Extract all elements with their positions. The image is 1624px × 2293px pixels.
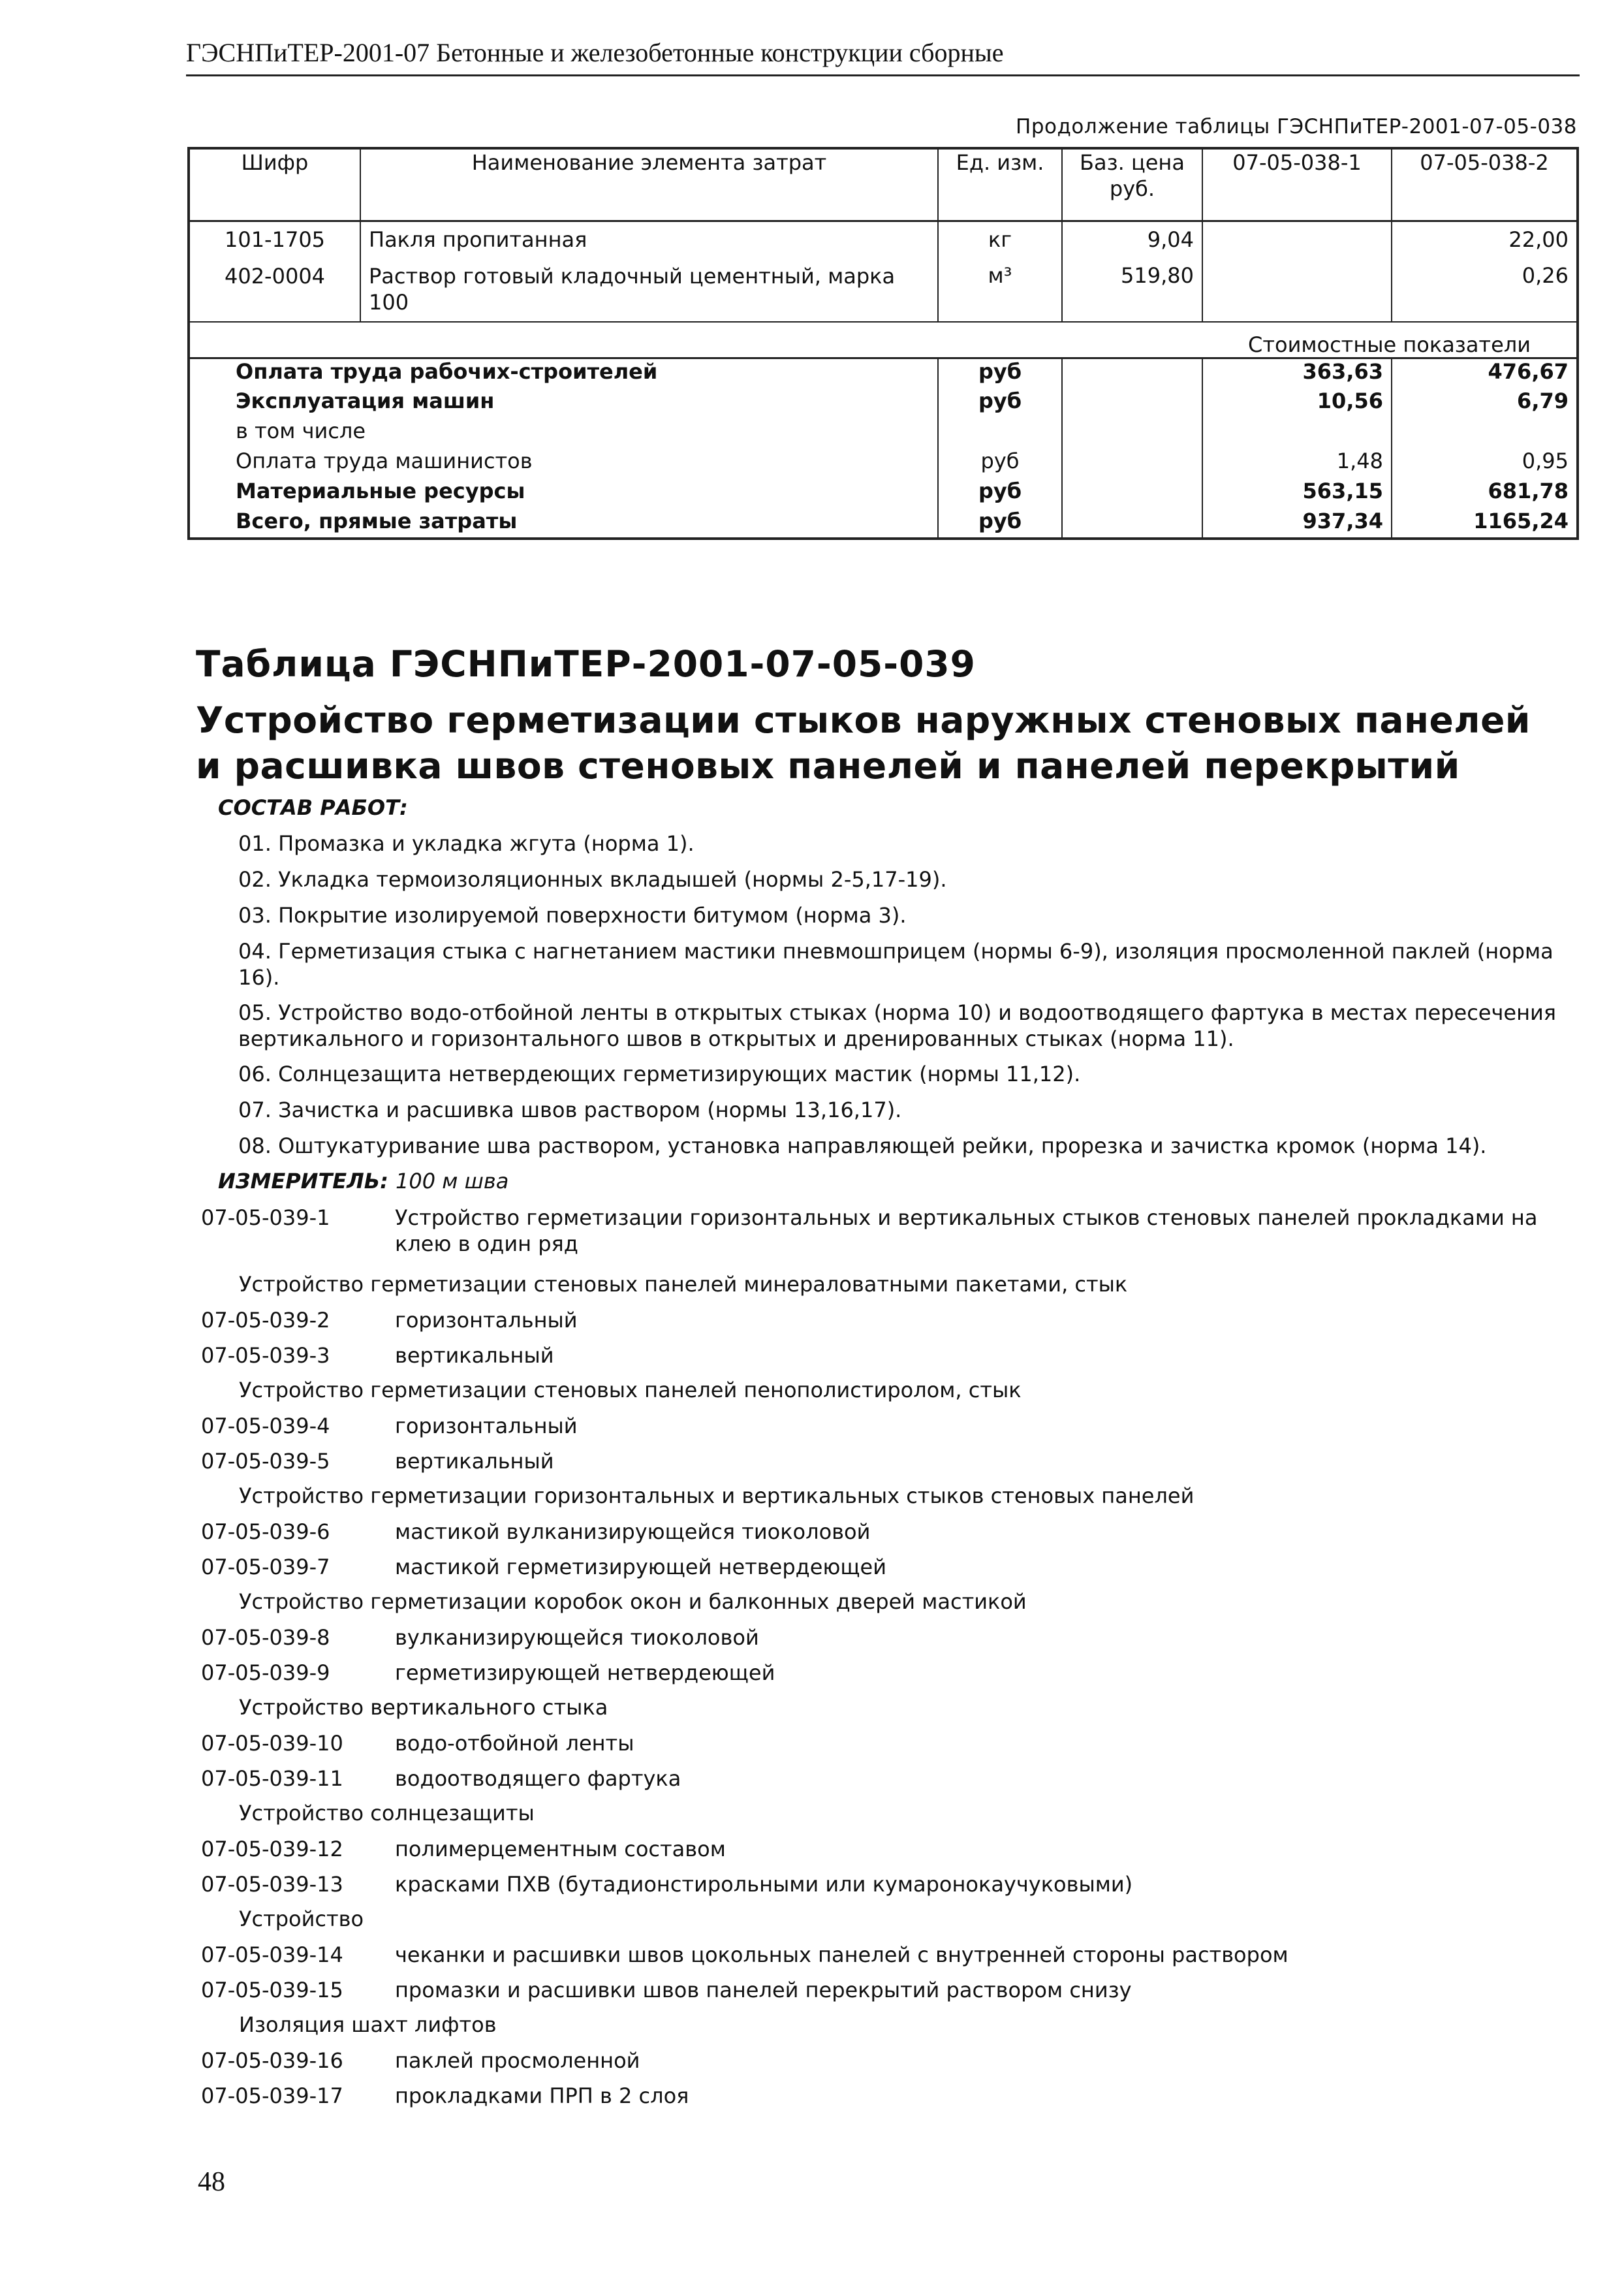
- cell-value-1: [1202, 259, 1392, 322]
- norm-text: водо-отбойной ленты: [395, 1731, 634, 1756]
- norm-text: красками ПХВ (бутадионстирольными или кумаронокаучуковыми): [395, 1872, 1133, 1897]
- cost-name: Материальные ресурсы: [236, 478, 525, 503]
- work-item: 06. Солнцезащита нетвердеющих герметизирующих мастик (нормы 11,12).: [238, 1062, 1081, 1086]
- work-item: 05. Устройство водо-отбойной ленты в открытых стыках (норма 10) и водоотводящего фартука в местах пересечения вертикального и горизонтального швов в открытых и дренированных стыках (норма 11).: [238, 1000, 1557, 1051]
- cost-value-1: 563,15: [1202, 479, 1392, 509]
- cell-unit: кг: [938, 221, 1062, 259]
- cost-unit: руб: [938, 449, 1062, 479]
- cost-value-2: [1392, 419, 1578, 449]
- cell-unit: м³: [938, 259, 1062, 322]
- cost-name: Эксплуатация машин: [236, 388, 495, 413]
- cost-row: [189, 449, 1578, 479]
- norm-text: вертикальный: [395, 1449, 554, 1474]
- norm-text: Устройство герметизации горизонтальных и вертикальных стыков стеновых панелей прокладками на клею в один ряд: [395, 1205, 1538, 1256]
- norm-text: прокладками ПРП в 2 слоя: [395, 2083, 689, 2108]
- meter-label: ИЗМЕРИТЕЛЬ:: [218, 1169, 388, 1194]
- resource-table: [187, 147, 1579, 540]
- cell-value-2: 22,00: [1392, 221, 1578, 259]
- norm-group: Устройство: [239, 1906, 364, 1931]
- norm-group: Устройство герметизации стеновых панелей минераловатными пакетами, стык: [239, 1272, 1128, 1297]
- cost-row: [189, 388, 1578, 419]
- page-number: 48: [198, 2167, 225, 2197]
- norm-code: 07-05-039-4: [201, 1414, 330, 1438]
- cost-value-2: 0,95: [1392, 449, 1578, 479]
- running-header: ГЭСНПиТЕР-2001-07 Бетонные и железобетонные конструкции сборные: [186, 34, 1580, 76]
- norm-text: вертикальный: [395, 1343, 554, 1368]
- norm-code: 07-05-039-10: [201, 1731, 343, 1756]
- norm-group: Устройство герметизации горизонтальных и вертикальных стыков стеновых панелей: [239, 1483, 1195, 1508]
- cost-value-2: 681,78: [1392, 479, 1578, 509]
- norm-code: 07-05-039-17: [201, 2083, 343, 2108]
- cell-code: 101-1705: [224, 227, 326, 252]
- work-item: 08. Оштукатуривание шва раствором, установка направляющей рейки, прорезка и зачистка кромок (норма 14).: [238, 1133, 1487, 1158]
- work-item: 03. Покрытие изолируемой поверхности битумом (норма 3).: [238, 903, 907, 928]
- cost-unit: [938, 419, 1062, 449]
- cost-row: [189, 479, 1578, 509]
- cost-value-1: 10,56: [1202, 388, 1392, 419]
- cost-unit: руб: [938, 509, 1062, 539]
- norm-text: водоотводящего фартука: [395, 1766, 681, 1791]
- norm-group: Устройство герметизации стеновых панелей пенополистиролом, стык: [239, 1378, 1022, 1402]
- cell-price: 9,04: [1062, 221, 1202, 259]
- norm-code: 07-05-039-15: [201, 1978, 343, 2002]
- work-item: 02. Укладка термоизоляционных вкладышей (нормы 2-5,17-19).: [238, 867, 947, 892]
- cell-name: Пакля пропитанная: [360, 221, 938, 259]
- cost-value-2: 6,79: [1392, 388, 1578, 419]
- cost-unit: руб: [938, 358, 1062, 388]
- meter-line: [218, 1169, 508, 1194]
- col-header-norm-2: 07-05-038-2: [1392, 148, 1578, 221]
- cost-section-title: Стоимостные показатели: [1202, 322, 1578, 358]
- norm-code: 07-05-039-3: [201, 1343, 330, 1368]
- cost-value-1: 363,63: [1202, 358, 1392, 388]
- table-row: [189, 259, 1578, 322]
- norm-code: 07-05-039-5: [201, 1449, 330, 1474]
- col-header-code: Шифр: [189, 148, 360, 221]
- norm-group: Устройство герметизации коробок окон и балконных дверей мастикой: [239, 1589, 1027, 1614]
- cost-row: [189, 509, 1578, 539]
- cost-row: [189, 358, 1578, 388]
- norm-text: мастикой герметизирующей нетвердеющей: [395, 1555, 887, 1579]
- norm-code: 07-05-039-8: [201, 1625, 330, 1650]
- norm-code: 07-05-039-2: [201, 1308, 330, 1333]
- cost-unit: руб: [938, 479, 1062, 509]
- norm-text: паклей просмоленной: [395, 2048, 640, 2073]
- norm-code: 07-05-039-7: [201, 1555, 330, 1579]
- col-header-name: Наименование элемента затрат: [360, 148, 938, 221]
- cell-value-2: 0,26: [1392, 259, 1578, 322]
- section-subtitle: Устройство герметизации стыков наружных стеновых панелей и расшивка швов стеновых панелей и панелей перекрытий: [196, 699, 1531, 787]
- cost-name: Всего, прямые затраты: [236, 508, 518, 533]
- table-header-row: [189, 148, 1578, 221]
- cost-value-1: [1202, 419, 1392, 449]
- cost-unit: руб: [938, 388, 1062, 419]
- cell-code: 402-0004: [224, 263, 326, 289]
- cost-name: Оплата труда машинистов: [236, 448, 533, 473]
- col-header-norm-1: 07-05-038-1: [1202, 148, 1392, 221]
- norm-code: 07-05-039-14: [201, 1942, 343, 1967]
- norm-text: вулканизирующейся тиоколовой: [395, 1625, 759, 1650]
- norm-group: Устройство вертикального стыка: [239, 1695, 608, 1720]
- norm-group: Устройство солнцезащиты: [239, 1801, 535, 1826]
- cell-name: Раствор готовый кладочный цементный, марка 100: [360, 259, 938, 322]
- cost-section-row: [189, 322, 1578, 358]
- norm-text: промазки и расшивки швов панелей перекрытий раствором снизу: [395, 1978, 1132, 2002]
- norm-text: герметизирующей нетвердеющей: [395, 1660, 775, 1685]
- section-title: Таблица ГЭСНПиТЕР-2001-07-05-039: [196, 643, 976, 685]
- norm-text: мастикой вулканизирующейся тиоколовой: [395, 1519, 871, 1544]
- cost-value-2: 1165,24: [1392, 509, 1578, 539]
- table-row: [189, 221, 1578, 259]
- norm-code: 07-05-039-13: [201, 1872, 343, 1897]
- norm-code: 07-05-039-12: [201, 1837, 343, 1861]
- cost-name: в том числе: [236, 418, 366, 443]
- work-item: 04. Герметизация стыка с нагнетанием мастики пневмошприцем (нормы 6-9), изоляция просмоленной паклей (норма 16).: [238, 939, 1554, 990]
- cost-value-1: 937,34: [1202, 509, 1392, 539]
- norm-code: 07-05-039-1: [201, 1205, 330, 1230]
- work-item: 07. Зачистка и расшивка швов раствором (нормы 13,16,17).: [238, 1098, 902, 1122]
- meter-value: 100 м шва: [396, 1169, 509, 1194]
- norm-code: 07-05-039-6: [201, 1519, 330, 1544]
- norm-code: 07-05-039-16: [201, 2048, 343, 2073]
- norm-text: горизонтальный: [395, 1308, 578, 1333]
- norm-code: 07-05-039-9: [201, 1660, 330, 1685]
- norm-text: горизонтальный: [395, 1414, 578, 1438]
- norm-code: 07-05-039-11: [201, 1766, 343, 1791]
- cost-value-2: 476,67: [1392, 358, 1578, 388]
- cost-name: Оплата труда рабочих-строителей: [236, 359, 658, 384]
- cost-value-1: 1,48: [1202, 449, 1392, 479]
- norm-text: полимерцементным составом: [395, 1837, 726, 1861]
- cost-row: [189, 419, 1578, 449]
- col-header-price: Баз. цена руб.: [1062, 148, 1202, 221]
- cell-value-1: [1202, 221, 1392, 259]
- norm-text: чеканки и расшивки швов цокольных панелей с внутренней стороны раствором: [395, 1942, 1288, 1967]
- col-header-unit: Ед. изм.: [938, 148, 1062, 221]
- norm-group: Изоляция шахт лифтов: [239, 2012, 497, 2037]
- works-label: СОСТАВ РАБОТ:: [218, 795, 408, 820]
- cell-price: 519,80: [1062, 259, 1202, 322]
- table-continuation-caption: Продолжение таблицы ГЭСНПиТЕР-2001-07-05-038: [1016, 115, 1577, 138]
- work-item: 01. Промазка и укладка жгута (норма 1).: [238, 831, 695, 856]
